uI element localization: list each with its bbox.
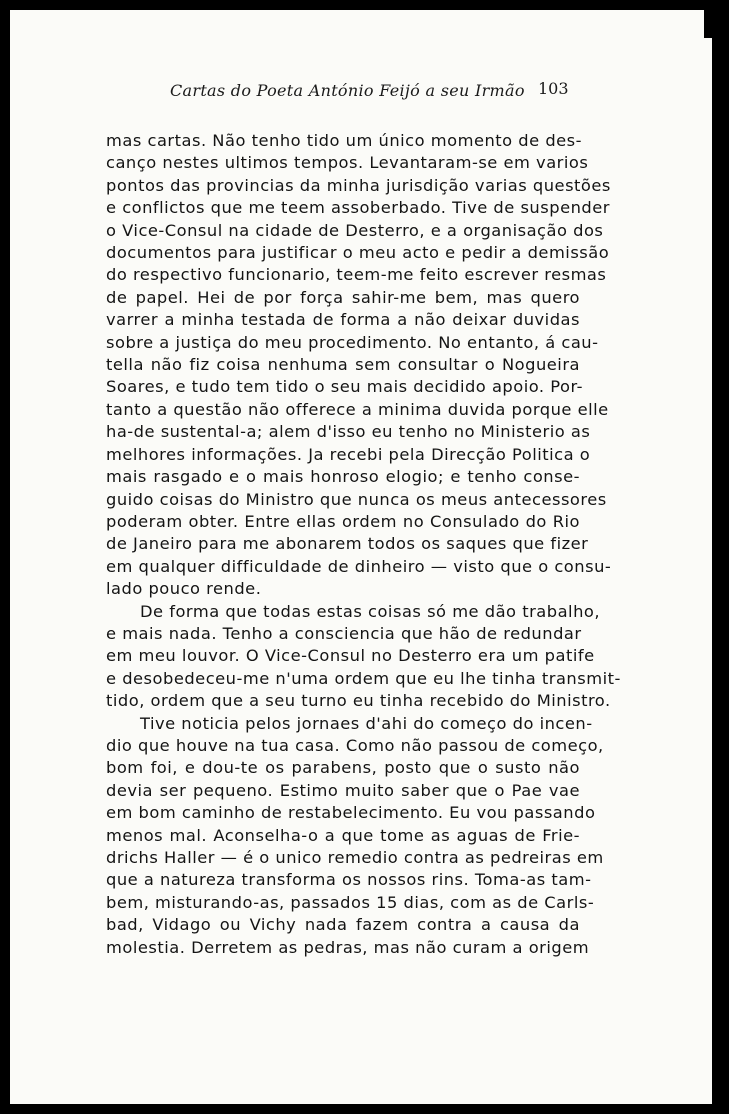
text-line: menos mal. Aconselha-o a que tome as aguas de Frie-: [106, 825, 580, 845]
text-line: de Janeiro para me abonarem todos os saques que fizer: [106, 534, 589, 554]
text-line: devia ser pequeno. Estimo muito saber que o Pae vae: [106, 780, 580, 800]
scan-edge-mark: [704, 10, 712, 38]
text-line: em bom caminho de restabelecimento. Eu vou passando: [106, 803, 596, 823]
text-line: o Vice-Consul na cidade de Desterro, e a organisação dos: [106, 220, 604, 240]
text-line: em meu louvor. O Vice-Consul no Desterro era um patife: [106, 646, 595, 666]
text-line: guido coisas do Ministro que nunca os meus antecessores: [106, 489, 607, 509]
text-line: molestia. Derretem as pedras, mas não curam a origem: [106, 937, 590, 957]
paragraph-1: [106, 130, 612, 601]
text-line: e desobedeceu-me n'uma ordem que eu lhe tinha transmit-: [106, 668, 621, 688]
text-line: documentos para justificar o meu acto e pedir a demissão: [106, 243, 610, 263]
text-line: e mais nada. Tenho a consciencia que hão de redundar: [106, 623, 582, 643]
page-number: 103: [538, 79, 569, 98]
text-line: poderam obter. Entre ellas ordem no Consulado do Rio: [106, 511, 580, 531]
text-line: mas cartas. Não tenho tido um único momento de des-: [106, 131, 583, 150]
text-line: Soares, e tudo tem tido o seu mais decidido apoio. Por-: [106, 377, 583, 397]
text-line: varrer a minha testada de forma a não deixar duvidas: [106, 310, 580, 330]
text-line: lado pouco rende.: [106, 579, 262, 599]
text-line: mais rasgado e o mais honroso elogio; e tenho conse-: [106, 467, 580, 487]
text-line: sobre a justiça do meu procedimento. No entanto, á cau-: [106, 332, 599, 352]
text-line: em qualquer difficuldade de dinheiro — visto que o consu-: [106, 556, 612, 576]
page-header: [10, 73, 712, 103]
text-line: pontos das provincias da minha jurisdição varias questões: [106, 175, 611, 195]
text-line: melhores informações. Ja recebi pela Direcção Politica o: [106, 444, 591, 464]
paragraph-2: [106, 601, 621, 713]
text-line: de papel. Hei de por força sahir-me bem, mas quero: [106, 287, 580, 307]
text-line: que a natureza transforma os nossos rins. Toma-as tam-: [106, 870, 592, 890]
text-line: e conflictos que me teem assoberbado. Tive de suspender: [106, 198, 610, 218]
text-line: do respectivo funcionario, teem-me feito escrever resmas: [106, 265, 607, 285]
text-line: tella não fiz coisa nenhuma sem consultar o Nogueira: [106, 355, 580, 375]
text-line: bom foi, e dou-te os parabens, posto que o susto não: [106, 758, 580, 778]
text-line: tanto a questão não offerece a minima duvida porque elle: [106, 399, 609, 419]
running-title: Cartas do Poeta António Feijó a seu Irmão: [170, 81, 525, 100]
text-line: bem, misturando-as, passados 15 dias, com as de Carls-: [106, 892, 595, 912]
text-line: Tive noticia pelos jornaes d'ahi do começo do incen-: [140, 713, 593, 733]
text-line: De forma que todas estas coisas só me dão trabalho,: [140, 601, 601, 621]
paragraph-3: [106, 713, 604, 959]
text-line: canço nestes ultimos tempos. Levantaram-se em varios: [106, 153, 589, 173]
text-line: bad, Vidago ou Vichy nada fazem contra a causa da: [106, 915, 580, 935]
text-line: ha-de sustental-a; alem d'isso eu tenho no Ministerio as: [106, 422, 591, 442]
text-line: dio que houve na tua casa. Como não passou de começo,: [106, 735, 604, 755]
body-text: [106, 130, 621, 959]
book-page: [10, 10, 712, 1104]
text-line: tido, ordem que a seu turno eu tinha recebido do Ministro.: [106, 691, 611, 711]
text-line: drichs Haller — é o unico remedio contra as pedreiras em: [106, 848, 604, 867]
